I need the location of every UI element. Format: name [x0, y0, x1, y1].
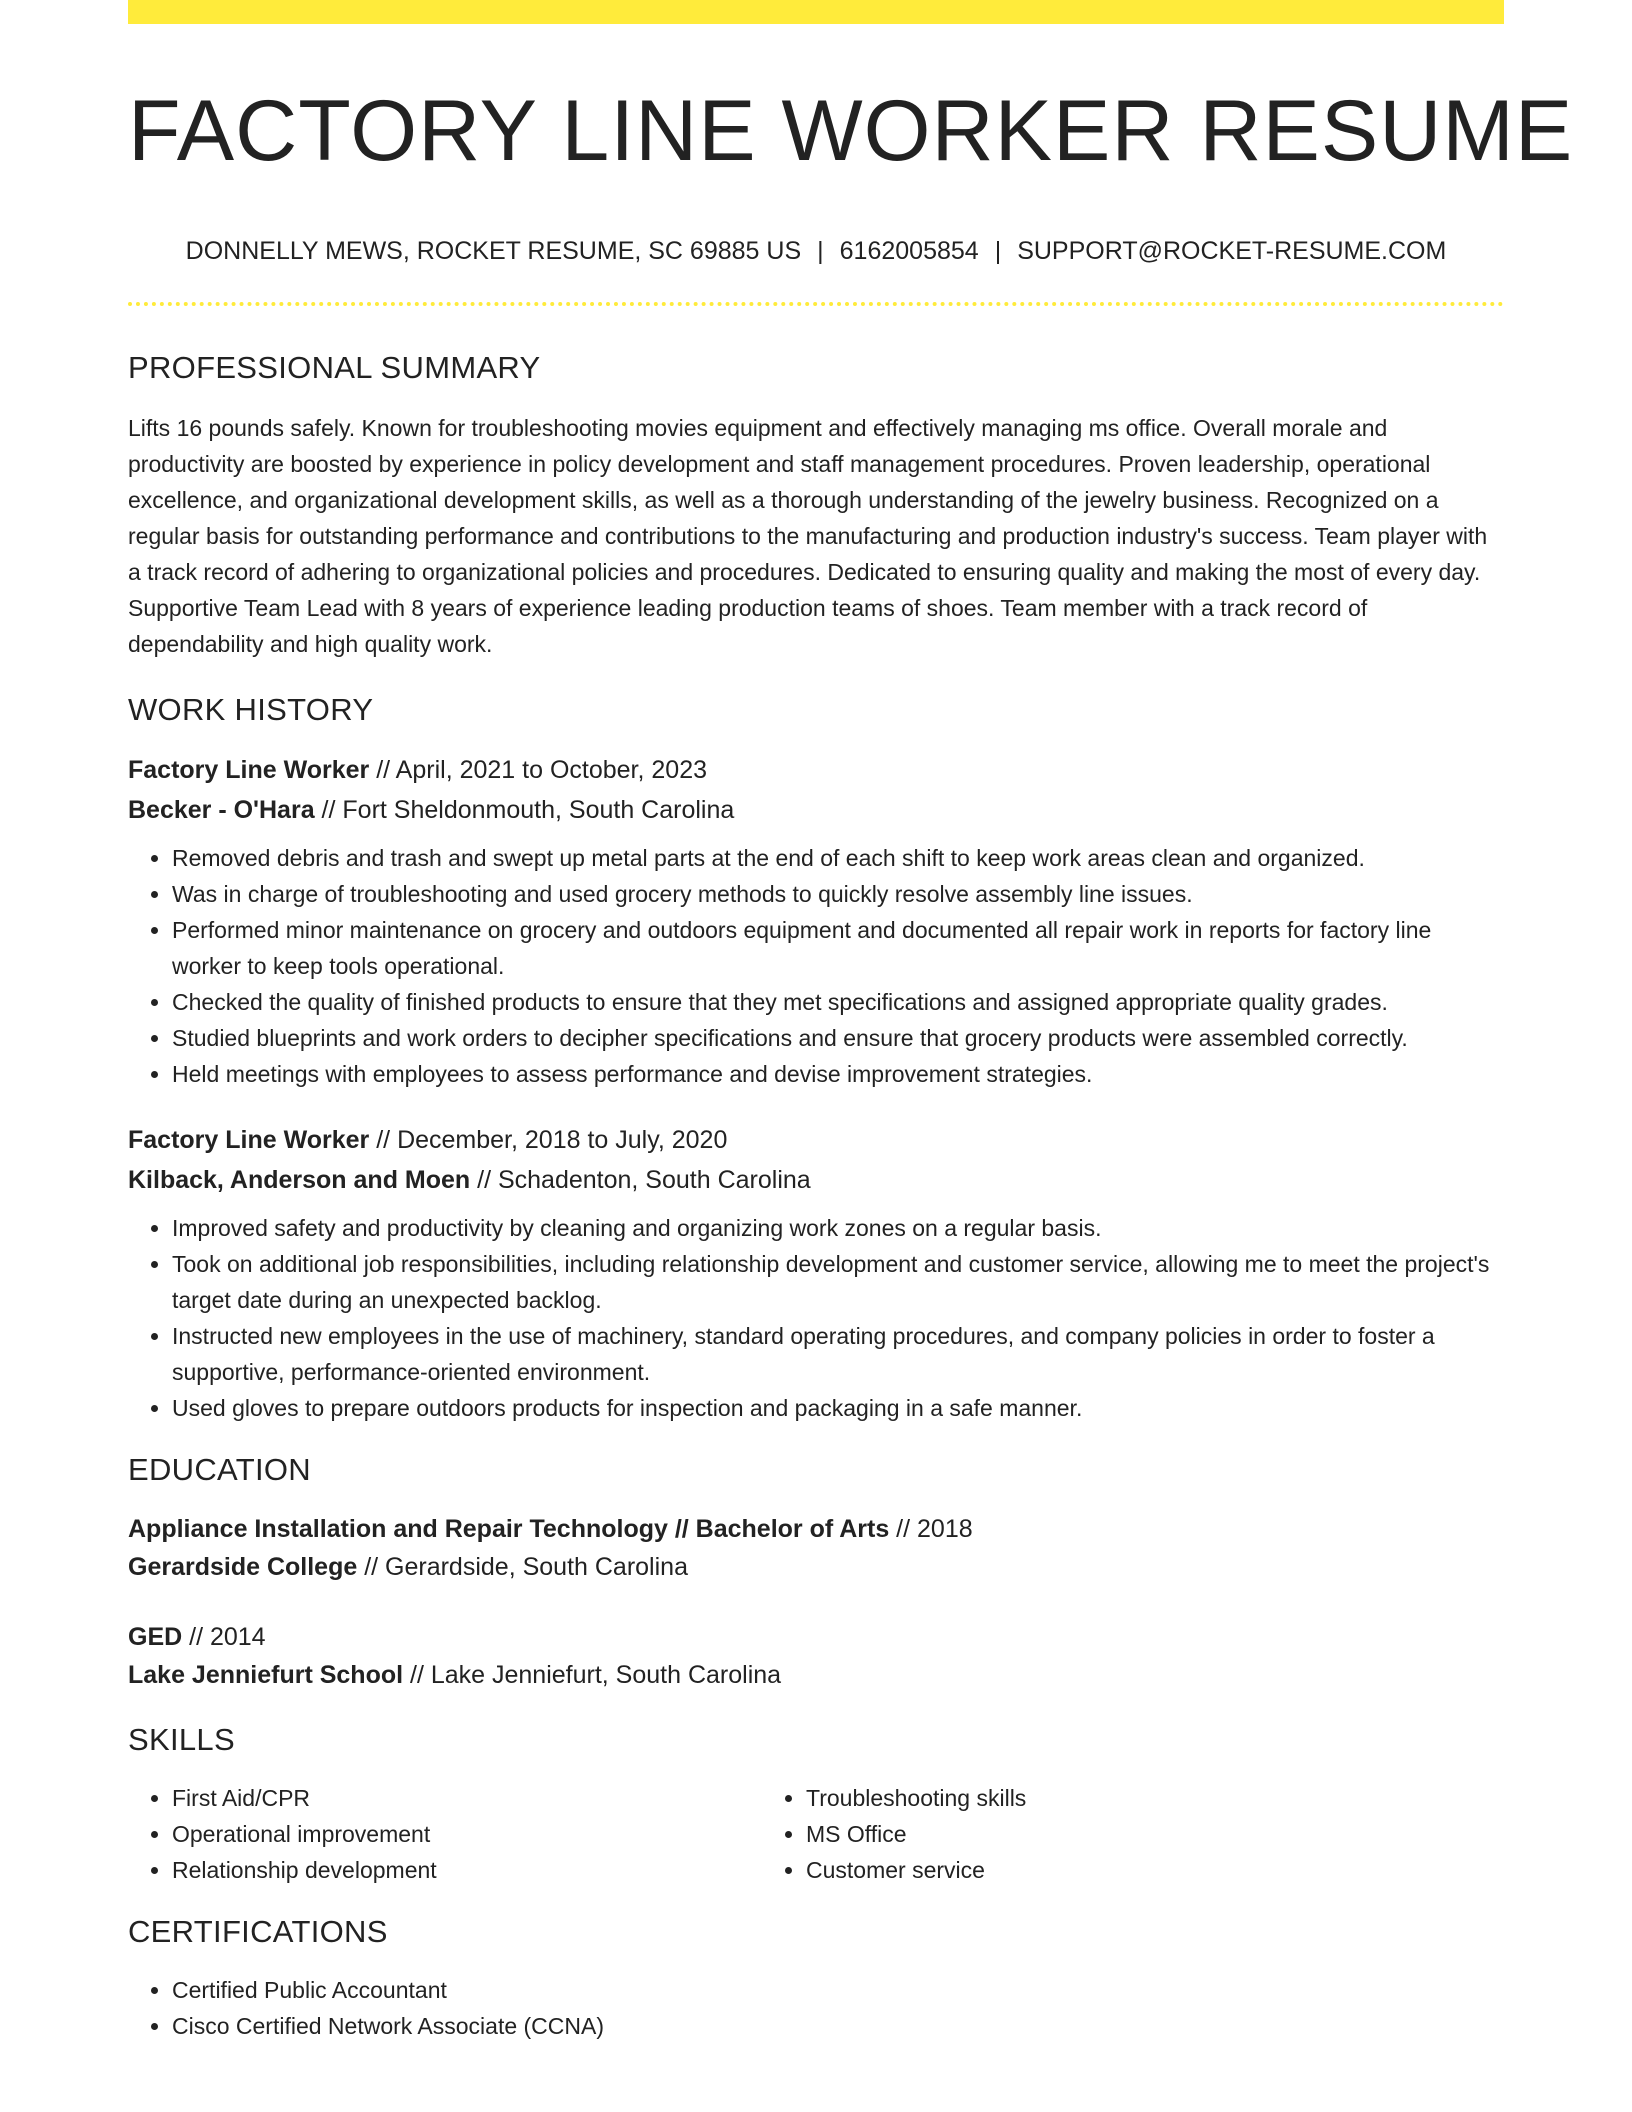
dotted-divider	[128, 302, 1504, 306]
education-entry	[128, 1510, 1504, 1586]
job-dates: // December, 2018 to July, 2020	[369, 1125, 728, 1154]
education-year: // 2018	[889, 1514, 973, 1543]
education-location: // Gerardside, South Carolina	[357, 1552, 688, 1581]
section-heading-work: WORK HISTORY	[128, 691, 374, 727]
contact-separator: |	[817, 236, 824, 265]
skills-columns	[128, 1780, 1504, 1888]
contact-line	[128, 237, 1504, 266]
education-degree-line	[128, 1510, 1504, 1548]
job-company: Becker - O'Hara	[128, 795, 315, 824]
education-degree: GED	[128, 1622, 183, 1651]
education-degree: Appliance Installation and Repair Technology // Bachelor of Arts	[128, 1514, 890, 1543]
list-item: • Customer service	[806, 1852, 1396, 1888]
education-school-line	[128, 1656, 1504, 1694]
list-item: • Improved safety and productivity by cleaning and organizing work zones on a regular basis.	[172, 1210, 1504, 1246]
contact-phone: 6162005854	[839, 236, 979, 265]
education-entry	[128, 1618, 1504, 1694]
resume-title: FACTORY LINE WORKER RESUME	[128, 83, 1574, 179]
skills-list-left	[128, 1780, 762, 1888]
job-company-line	[128, 790, 1504, 830]
section-heading-certifications: CERTIFICATIONS	[128, 1913, 388, 1949]
job-bullets	[128, 1210, 1504, 1426]
list-item: • Used gloves to prepare outdoors products for inspection and packaging in a safe manner.	[172, 1390, 1504, 1426]
job-title: Factory Line Worker	[128, 755, 370, 784]
certifications-section	[128, 1914, 1504, 2044]
list-item: • Certified Public Accountant	[172, 1972, 1504, 2008]
education-school-line	[128, 1548, 1504, 1586]
section-heading-summary: PROFESSIONAL SUMMARY	[128, 349, 541, 385]
summary-section	[128, 350, 1504, 662]
contact-email: SUPPORT@ROCKET-RESUME.COM	[1017, 236, 1447, 265]
list-item: • Checked the quality of finished products to ensure that they met specifications and assigned appropriate quality grades.	[172, 984, 1504, 1020]
resume-page	[128, 0, 1574, 2044]
job-title-line	[128, 750, 1504, 790]
job-company: Kilback, Anderson and Moen	[128, 1165, 471, 1194]
section-heading-skills: SKILLS	[128, 1721, 235, 1757]
work-section	[128, 692, 1504, 1426]
skills-section	[128, 1722, 1504, 1888]
job-location: // Schadenton, South Carolina	[470, 1165, 811, 1194]
list-item: • Troubleshooting skills	[806, 1780, 1396, 1816]
list-item: • Cisco Certified Network Associate (CCNA)	[172, 2008, 1504, 2044]
job-dates: // April, 2021 to October, 2023	[369, 755, 708, 784]
list-item: • Relationship development	[172, 1852, 762, 1888]
education-school: Gerardside College	[128, 1552, 358, 1581]
list-item: • Removed debris and trash and swept up metal parts at the end of each shift to keep work areas clean and organized.	[172, 840, 1504, 876]
education-school: Lake Jenniefurt School	[128, 1660, 404, 1689]
education-section	[128, 1452, 1504, 1694]
contact-address: DONNELLY MEWS, ROCKET RESUME, SC 69885 US	[185, 236, 802, 265]
skills-list-right	[762, 1780, 1396, 1888]
job-bullets	[128, 840, 1504, 1092]
list-item: • MS Office	[806, 1816, 1396, 1852]
section-heading-education: EDUCATION	[128, 1451, 311, 1487]
certifications-list	[128, 1972, 1504, 2044]
list-item: • First Aid/CPR	[172, 1780, 762, 1816]
list-item: • Was in charge of troubleshooting and used grocery methods to quickly resolve assembly line issues.	[172, 876, 1504, 912]
education-degree-line	[128, 1618, 1504, 1656]
job-location: // Fort Sheldonmouth, South Carolina	[314, 795, 735, 824]
list-item: • Held meetings with employees to assess performance and devise improvement strategies.	[172, 1056, 1504, 1092]
top-accent-bar	[128, 0, 1504, 24]
job-company-line	[128, 1160, 1504, 1200]
list-item: • Operational improvement	[172, 1816, 762, 1852]
job-entry	[128, 1120, 1504, 1426]
job-title: Factory Line Worker	[128, 1125, 370, 1154]
list-item: • Instructed new employees in the use of machinery, standard operating procedures, and company policies in order to foster a supportive, performance-oriented environment.	[172, 1318, 1504, 1390]
education-location: // Lake Jenniefurt, South Carolina	[403, 1660, 782, 1689]
job-title-line	[128, 1120, 1504, 1160]
list-item: • Took on additional job responsibilities, including relationship development and customer service, allowing me to meet the project's target date during an unexpected backlog.	[172, 1246, 1504, 1318]
summary-text: Lifts 16 pounds safely. Known for troubleshooting movies equipment and effectively managing ms office. Overall morale and productivity are boosted by experience in policy development and staff management procedures. Proven leadership, operational excellence, and organizational development skills, as well as a thorough understanding of the jewelry business. Recognized on a regular basis for outstanding performance and contributions to the manufacturing and production industry's success. Team player with a track record of adhering to organizational policies and procedures. Dedicated to ensuring quality and making the most of every day. Supportive Team Lead with 8 years of experience leading production teams of shoes. Team member with a track record of dependability and high quality work.	[128, 414, 1488, 657]
list-item: • Performed minor maintenance on grocery and outdoors equipment and documented all repair work in reports for factory line worker to keep tools operational.	[172, 912, 1504, 984]
contact-separator: |	[994, 236, 1002, 265]
job-entry	[128, 750, 1504, 1092]
list-item: • Studied blueprints and work orders to decipher specifications and ensure that grocery products were assembled correctly.	[172, 1020, 1504, 1056]
education-year: // 2014	[182, 1622, 266, 1651]
